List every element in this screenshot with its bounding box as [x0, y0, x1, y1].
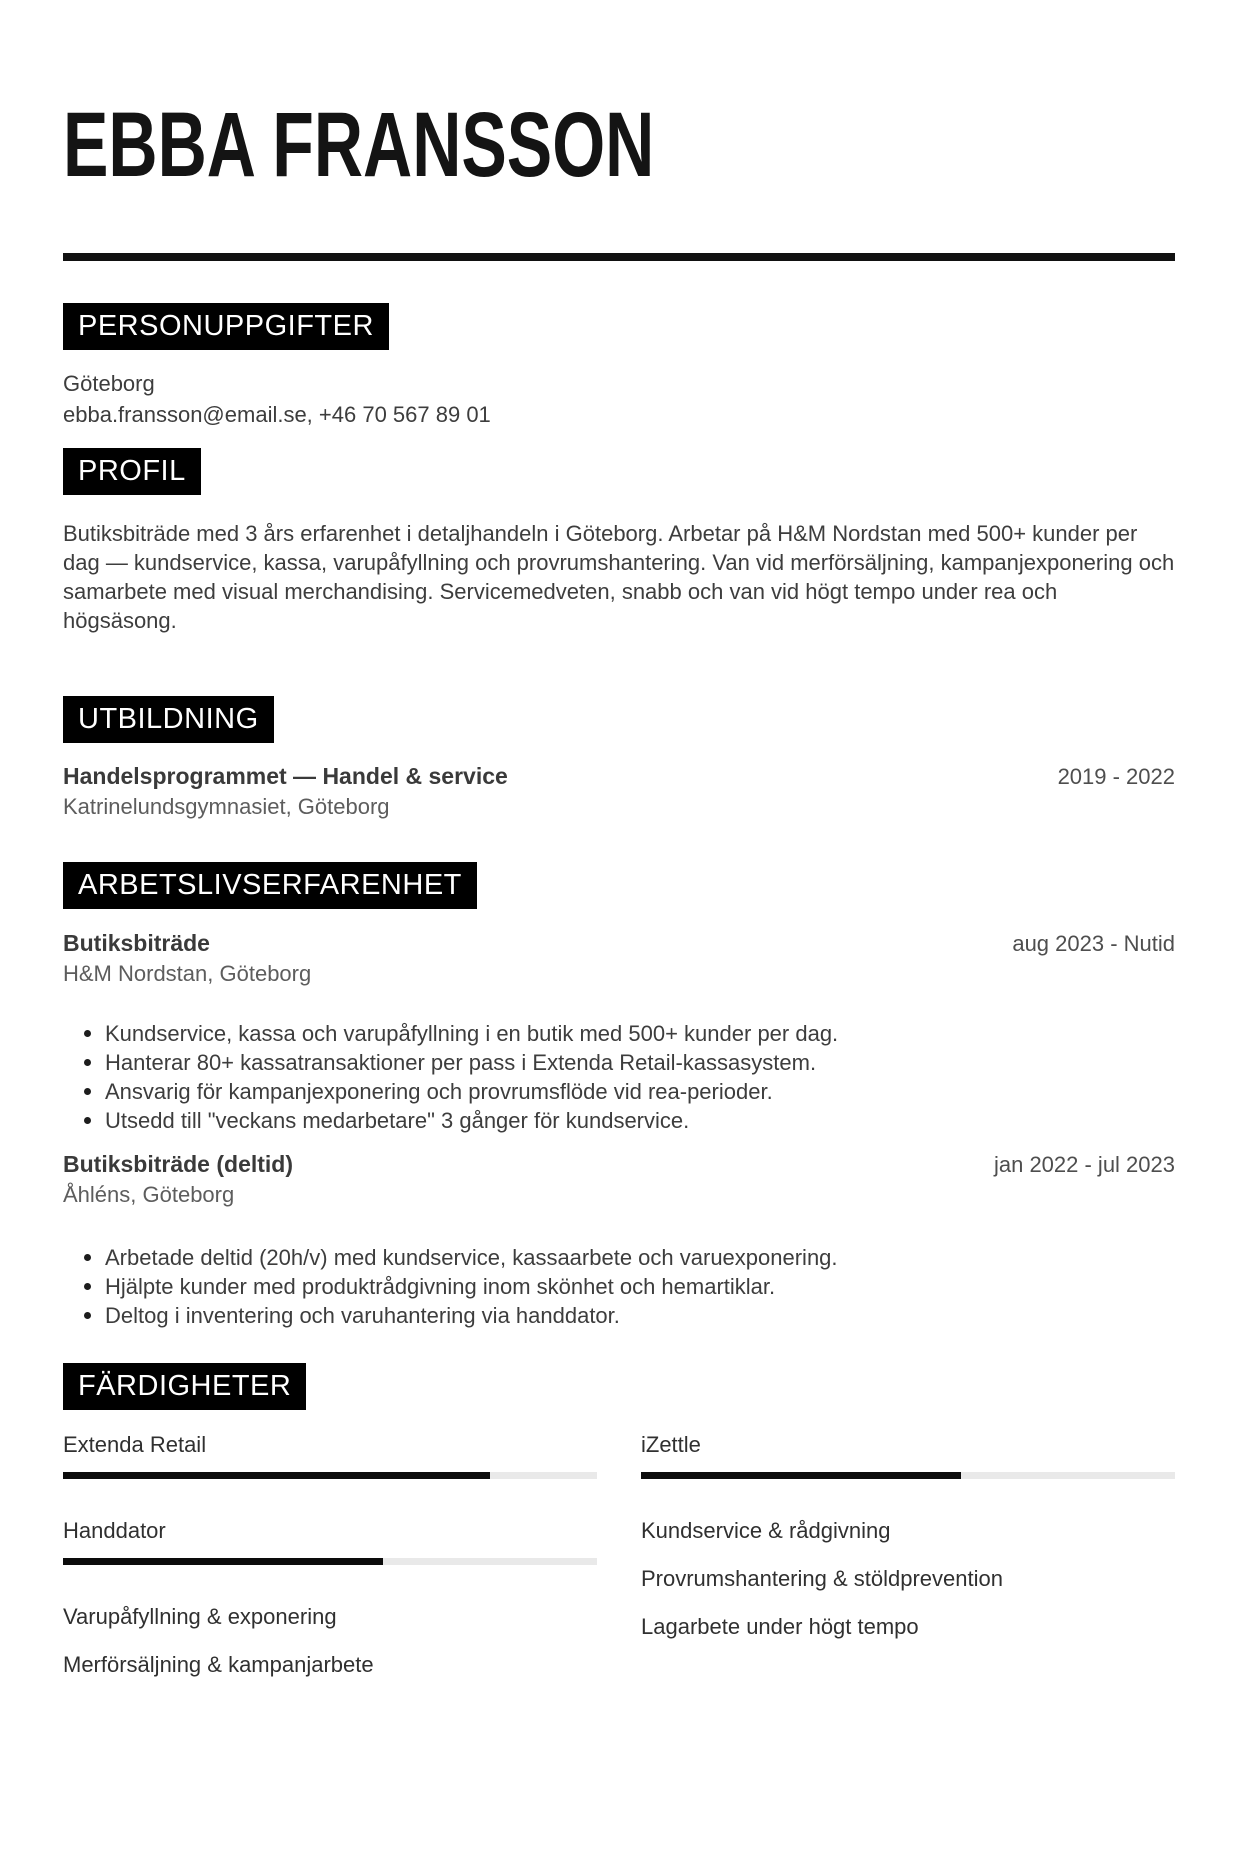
skills-grid [63, 1432, 1175, 1700]
contact-city: Göteborg [63, 370, 155, 396]
skill-bar-track [641, 1472, 1175, 1479]
experience-2-bullet-list [63, 1243, 1175, 1330]
bullet-item: Deltog i inventering och varuhantering via handdator. [63, 1301, 1175, 1330]
resume-page [0, 94, 1241, 1853]
experience-2-dates: jan 2022 - jul 2023 [993, 1151, 1175, 1177]
person-name-text: EBBA FRANSSON [63, 94, 655, 196]
skill-label: Kundservice & rådgivning [641, 1517, 891, 1543]
education-dates: 2019 - 2022 [1057, 763, 1175, 789]
experience-entry-2-head [63, 1149, 1175, 1180]
skill-item-varupafyllning [63, 1604, 597, 1630]
section-heading-profile: PROFIL [63, 448, 201, 495]
skill-item-izettle [641, 1432, 1175, 1479]
skill-label: Extenda Retail [63, 1431, 207, 1457]
bullet-item: Arbetade deltid (20h/v) med kundservice, kassaarbete och varuexponering. [63, 1243, 1175, 1272]
bullet-item: Hanterar 80+ kassatransaktioner per pass i Extenda Retail-kassasystem. [63, 1048, 1175, 1077]
skill-label: Handdator [63, 1517, 166, 1543]
skill-bar-fill [63, 1472, 490, 1479]
skill-item-kundservice [641, 1518, 1175, 1544]
section-heading-experience: ARBETSLIVSERFARENHET [63, 862, 477, 909]
section-heading-skills: FÄRDIGHETER [63, 1363, 306, 1410]
skills-column-left [63, 1432, 597, 1700]
experience-2-subtitle: Åhléns, Göteborg [63, 1181, 235, 1207]
skill-item-provrumshantering [641, 1566, 1175, 1592]
experience-entry-1-head [63, 928, 1175, 959]
skill-item-merforsaljning [63, 1652, 597, 1678]
skill-label: Merförsäljning & kampanjarbete [63, 1651, 374, 1677]
bullet-item: Hjälpte kunder med produktrådgivning inom skönhet och hemartiklar. [63, 1272, 1175, 1301]
skill-label: Varupåfyllning & exponering [63, 1603, 337, 1629]
experience-1-title: Butiksbiträde [63, 929, 210, 956]
experience-1-bullet-list [63, 1019, 1175, 1135]
education-title: Handelsprogrammet — Handel & service [63, 762, 508, 789]
skill-bar-track [63, 1472, 597, 1479]
bullet-item: Kundservice, kassa och varupåfyllning i en butik med 500+ kunder per dag. [63, 1019, 1175, 1048]
header-divider [63, 253, 1175, 261]
experience-entry-1 [63, 928, 1175, 1135]
section-heading-personal: PERSONUPPGIFTER [63, 303, 389, 350]
section-heading-education: UTBILDNING [63, 696, 274, 743]
skill-item-handdator [63, 1518, 597, 1565]
education-subtitle: Katrinelundsgymnasiet, Göteborg [63, 793, 390, 819]
experience-2-title: Butiksbiträde (deltid) [63, 1150, 294, 1177]
education-entry [63, 761, 1175, 822]
skills-column-right [641, 1432, 1175, 1700]
contact-line: ebba.fransson@email.se, +46 70 567 89 01 [63, 401, 491, 427]
skill-bar-track [63, 1558, 597, 1565]
skill-label: Provrumshantering & stöldprevention [641, 1565, 1003, 1591]
person-name [63, 94, 1175, 196]
skill-bar-fill [63, 1558, 383, 1565]
experience-1-subtitle: H&M Nordstan, Göteborg [63, 960, 312, 986]
education-entry-head [63, 761, 1175, 792]
skill-label: iZettle [641, 1431, 701, 1457]
contact-block [63, 368, 1175, 430]
skill-label: Lagarbete under högt tempo [641, 1613, 919, 1639]
profile-text: Butiksbiträde med 3 års erfarenhet i detaljhandeln i Göteborg. Arbetar på H&M Nordstan med 500+ kunder per dag — kundservice, kassa, varupåfyllning och provrumshantering. Van vid merförsäljning, kampanjexponering och samarbete med visual merchandising. Servicemedveten, snabb och van vid högt tempo under rea och högsäsong. [63, 520, 1175, 633]
bullet-item: Ansvarig för kampanjexponering och provrumsflöde vid rea-perioder. [63, 1077, 1175, 1106]
experience-1-dates: aug 2023 - Nutid [1012, 930, 1175, 956]
experience-entry-2 [63, 1149, 1175, 1330]
skill-item-lagarbete [641, 1614, 1175, 1640]
skill-item-extenda-retail [63, 1432, 597, 1479]
bullet-item: Utsedd till "veckans medarbetare" 3 gånger för kundservice. [63, 1106, 1175, 1135]
skill-bar-fill [641, 1472, 961, 1479]
